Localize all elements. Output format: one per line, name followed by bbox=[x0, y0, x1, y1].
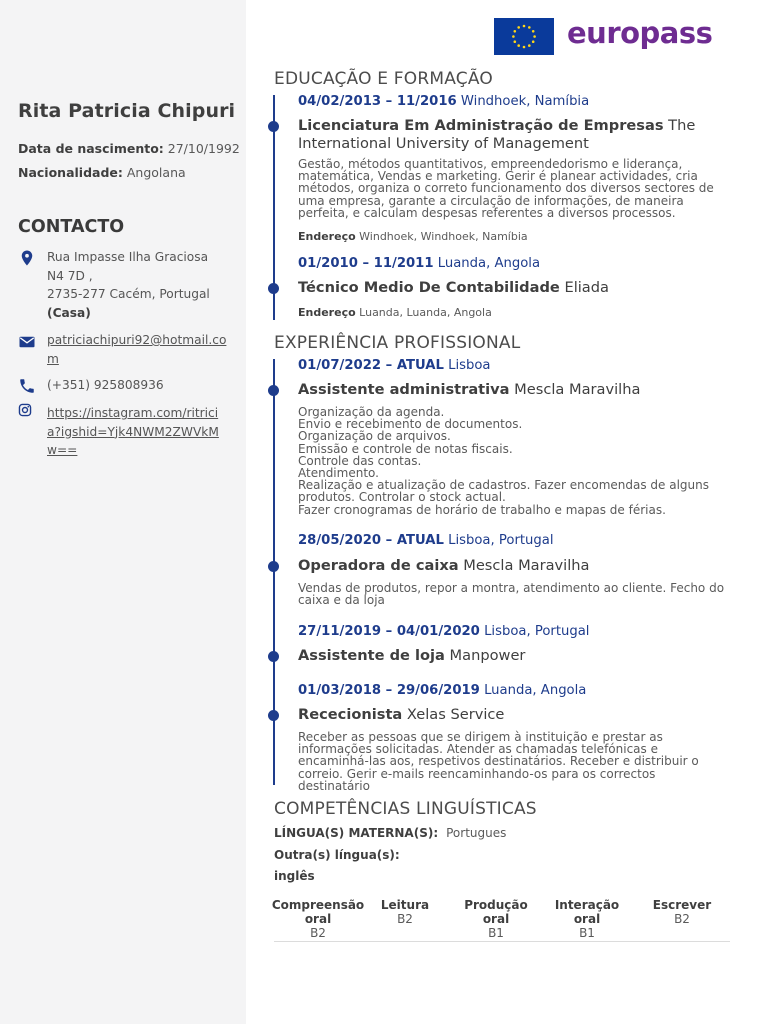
education-title: EDUCAÇÃO E FORMAÇÃO bbox=[274, 69, 493, 89]
person-name: Rita Patricia Chipuri bbox=[18, 100, 236, 122]
eu-flag-icon bbox=[494, 18, 554, 55]
languages-divider bbox=[274, 941, 730, 942]
address-line: 2735-277 Cacém, Portugal bbox=[47, 287, 210, 301]
experience-dates: 28/05/2020 – ATUAL Lisboa, Portugal bbox=[298, 533, 554, 548]
languages-title: COMPETÊNCIAS LINGUÍSTICAS bbox=[274, 799, 537, 819]
education-title-entry: Licenciatura Em Administração de Empresas The International University of Management bbox=[298, 117, 696, 152]
mother-tongue: LÍNGUA(S) MATERNA(S): Portugues bbox=[274, 826, 507, 840]
nationality-label: Nacionalidade: bbox=[18, 165, 123, 180]
timeline-dot bbox=[268, 710, 279, 721]
language-name: inglês bbox=[274, 869, 315, 883]
lang-level-listening: B2 bbox=[310, 926, 326, 940]
instagram-link[interactable]: https://instagram.com/ritricia?igshid=Yjk4NWM2ZWVkMw== bbox=[47, 406, 219, 457]
timeline-dot bbox=[268, 121, 279, 132]
other-languages-label: Outra(s) língua(s): bbox=[274, 848, 400, 862]
lang-header-interaction: Interação oral bbox=[554, 898, 620, 926]
experience-description: Receber as pessoas que se dirigem à instituição e prestar as informações solicitadas. Atender as chamadas telefónicas e encaminhá-las aos, respetivos destinatários. Receber e distribuir o correio. Gerir e-mails reencaminhando-os para os correctos destinatário bbox=[298, 730, 699, 793]
europass-logo-text: europass bbox=[567, 16, 713, 50]
phone-number: (+351) 925808936 bbox=[47, 378, 164, 392]
address-type: (Casa) bbox=[47, 305, 91, 320]
experience-dates: 01/03/2018 – 29/06/2019 Luanda, Angola bbox=[298, 683, 587, 698]
birth-date bbox=[18, 141, 240, 156]
experience-dates: 01/07/2022 – ATUAL Lisboa bbox=[298, 358, 491, 373]
nationality-value: Angolana bbox=[126, 165, 186, 180]
education-address: Endereço Luanda, Luanda, Angola bbox=[298, 306, 492, 319]
education-address: Endereço Windhoek, Windhoek, Namíbia bbox=[298, 230, 528, 243]
experience-description: Vendas de produtos, repor a montra, atendimento ao cliente. Fecho do caixa e da loja bbox=[298, 581, 725, 608]
email-icon bbox=[18, 333, 36, 351]
email-link[interactable]: patriciachipuri92@hotmail.com bbox=[47, 333, 227, 366]
experience-title-entry: Rececionista Xelas Service bbox=[298, 706, 505, 723]
lang-header-listening: Compreensão oral bbox=[271, 898, 365, 926]
lang-level-interaction: B1 bbox=[579, 926, 595, 940]
address-line: Rua Impasse Ilha Graciosa bbox=[47, 250, 209, 264]
contact-title: CONTACTO bbox=[18, 217, 125, 237]
experience-title-entry: Operadora de caixa Mescla Maravilha bbox=[298, 557, 590, 574]
experience-dates: 27/11/2019 – 04/01/2020 Lisboa, Portugal bbox=[298, 624, 590, 639]
timeline-dot bbox=[268, 651, 279, 662]
europass-logo bbox=[494, 16, 713, 56]
instagram-icon bbox=[18, 403, 32, 417]
nationality bbox=[18, 165, 186, 180]
lang-header-writing: Escrever bbox=[652, 898, 712, 912]
birth-date-label: Data de nascimento: bbox=[18, 141, 164, 156]
birth-date-value: 27/10/1992 bbox=[167, 141, 240, 156]
lang-level-writing: B2 bbox=[674, 912, 690, 926]
experience-title-entry: Assistente de loja Manpower bbox=[298, 647, 526, 664]
phone-icon bbox=[18, 377, 36, 395]
location-pin-icon bbox=[18, 249, 36, 267]
experience-description: Organização da agenda. Envio e recebimento de documentos. Organização de arquivos. Emissão e controle de notas fiscais. Controle das contas. Atendimento. Realização e atualização de cadastros. Fazer encomendas de alguns produtos. Controlar o stock actual. Fazer cronogramas de horário de trabalho e mapas de férias. bbox=[298, 405, 709, 517]
experience-title-entry: Assistente administrativa Mescla Maravilha bbox=[298, 381, 641, 398]
timeline-dot bbox=[268, 385, 279, 396]
education-description: Gestão, métodos quantitativos, empreendedorismo e liderança, matemática, Vendas e marketing. Gerir é planear actividades, cria métodos, organiza o correto funcionamento dos diversos sectores de uma empresa, garante a circulação de informações, de maneira perfeita, e calculam despesas referentes a diversos processos. bbox=[298, 157, 714, 220]
education-title-entry: Técnico Medio De Contabilidade Eliada bbox=[298, 279, 609, 296]
lang-header-speaking: Produção oral bbox=[464, 898, 528, 926]
experience-timeline bbox=[273, 359, 275, 785]
experience-title: EXPERIÊNCIA PROFISSIONAL bbox=[274, 333, 521, 353]
lang-level-speaking: B1 bbox=[488, 926, 504, 940]
address-line: N4 7D , bbox=[47, 268, 93, 283]
address bbox=[47, 248, 229, 322]
lang-level-reading: B2 bbox=[397, 912, 413, 926]
timeline-dot bbox=[268, 561, 279, 572]
sidebar bbox=[0, 0, 246, 1024]
timeline-dot bbox=[268, 283, 279, 294]
mother-tongue-value: Portugues bbox=[446, 826, 507, 840]
education-dates: 01/2010 – 11/2011 Luanda, Angola bbox=[298, 256, 541, 271]
lang-header-reading: Leitura bbox=[380, 898, 430, 912]
education-dates: 04/02/2013 – 11/2016 Windhoek, Namíbia bbox=[298, 94, 590, 109]
